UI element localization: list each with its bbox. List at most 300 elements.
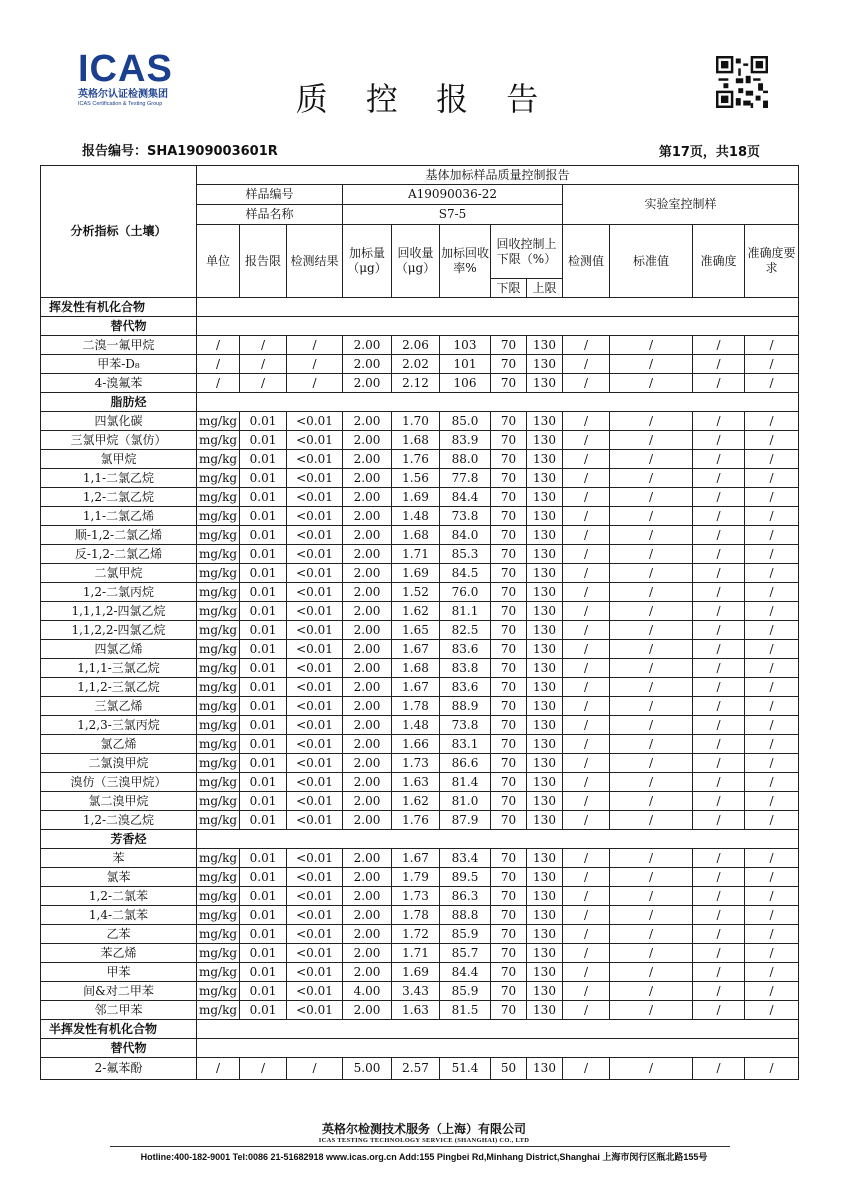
section-semivolatile: 半挥发性有机化合物: [41, 1020, 197, 1039]
lab-detect-cell: /: [563, 944, 610, 963]
lower-limit-cell: 70: [491, 963, 527, 982]
spike-cell: 2.00: [343, 545, 392, 564]
spike-cell: 2.00: [343, 678, 392, 697]
unit-cell: /: [197, 355, 240, 374]
col-limit: 报告限: [240, 225, 287, 298]
spike-cell: 2.00: [343, 716, 392, 735]
limit-cell: 0.01: [240, 716, 287, 735]
lab-accuracy-req-cell: /: [745, 507, 799, 526]
lab-standard-cell: /: [610, 602, 693, 621]
lower-limit-cell: 70: [491, 735, 527, 754]
lower-limit-cell: 70: [491, 925, 527, 944]
unit-cell: mg/kg: [197, 412, 240, 431]
quality-control-table: [40, 165, 799, 1080]
upper-limit-cell: 130: [527, 1001, 563, 1020]
lab-accuracy-req-cell: /: [745, 792, 799, 811]
lab-accuracy-req-cell: /: [745, 773, 799, 792]
lab-detect-cell: /: [563, 374, 610, 393]
recovery-cell: 1.67: [392, 640, 440, 659]
limit-cell: 0.01: [240, 545, 287, 564]
result-cell: <0.01: [287, 849, 343, 868]
unit-cell: /: [197, 374, 240, 393]
lab-accuracy-req-cell: /: [745, 982, 799, 1001]
lab-detect-cell: /: [563, 469, 610, 488]
result-cell: <0.01: [287, 488, 343, 507]
col-result: 检测结果: [287, 225, 343, 298]
lab-standard-cell: /: [610, 678, 693, 697]
limit-cell: 0.01: [240, 583, 287, 602]
lab-standard-cell: /: [610, 868, 693, 887]
spike-cell: 2.00: [343, 963, 392, 982]
unit-cell: mg/kg: [197, 431, 240, 450]
unit-cell: mg/kg: [197, 659, 240, 678]
col-lower: 下限: [491, 279, 527, 298]
result-cell: <0.01: [287, 678, 343, 697]
rate-cell: 106: [440, 374, 491, 393]
lab-detect-cell: /: [563, 412, 610, 431]
rate-cell: 87.9: [440, 811, 491, 830]
rate-cell: 81.5: [440, 1001, 491, 1020]
result-cell: <0.01: [287, 621, 343, 640]
lab-standard-cell: /: [610, 545, 693, 564]
lower-limit-cell: 70: [491, 697, 527, 716]
lab-accuracy-cell: /: [693, 906, 745, 925]
rate-cell: 88.8: [440, 906, 491, 925]
limit-cell: 0.01: [240, 412, 287, 431]
upper-limit-cell: 130: [527, 906, 563, 925]
section-row: [41, 830, 799, 849]
lab-detect-cell: /: [563, 602, 610, 621]
company-cn: 英格尔检测技术服务（上海）有限公司: [321, 1122, 526, 1136]
rate-cell: 83.6: [440, 678, 491, 697]
result-cell: <0.01: [287, 868, 343, 887]
lab-standard-cell: /: [610, 811, 693, 830]
result-cell: <0.01: [287, 944, 343, 963]
spike-cell: 2.00: [343, 564, 392, 583]
lab-detect-cell: /: [563, 450, 610, 469]
upper-limit-cell: 130: [527, 773, 563, 792]
table-row: [41, 1001, 799, 1020]
rate-cell: 103: [440, 336, 491, 355]
lab-accuracy-cell: /: [693, 526, 745, 545]
spike-cell: 2.00: [343, 868, 392, 887]
limit-cell: /: [240, 355, 287, 374]
lab-accuracy-cell: /: [693, 431, 745, 450]
sample-name: S7-5: [343, 205, 563, 225]
lab-accuracy-req-cell: /: [745, 887, 799, 906]
unit-cell: /: [197, 1058, 240, 1080]
unit-cell: mg/kg: [197, 545, 240, 564]
lab-accuracy-cell: /: [693, 355, 745, 374]
recovery-cell: 1.68: [392, 526, 440, 545]
lower-limit-cell: 70: [491, 336, 527, 355]
rate-cell: 73.8: [440, 716, 491, 735]
analyte-name: 1,2-二氯苯: [41, 887, 197, 906]
col-unit: 单位: [197, 225, 240, 298]
col-upper: 上限: [527, 279, 563, 298]
unit-cell: mg/kg: [197, 792, 240, 811]
analyte-name: 溴仿（三溴甲烷）: [41, 773, 197, 792]
analyte-name: 二溴一氟甲烷: [41, 336, 197, 355]
table-row: [41, 925, 799, 944]
lab-accuracy-cell: /: [693, 659, 745, 678]
lab-accuracy-cell: /: [693, 868, 745, 887]
analyte-name: 甲苯: [41, 963, 197, 982]
result-cell: <0.01: [287, 963, 343, 982]
table-row: [41, 735, 799, 754]
upper-limit-cell: 130: [527, 488, 563, 507]
lab-accuracy-cell: /: [693, 849, 745, 868]
analyte-name: 1,1-二氯乙烷: [41, 469, 197, 488]
lab-standard-cell: /: [610, 336, 693, 355]
recovery-cell: 2.06: [392, 336, 440, 355]
recovery-cell: 1.63: [392, 773, 440, 792]
lab-accuracy-cell: /: [693, 773, 745, 792]
analyte-name: 邻二甲苯: [41, 1001, 197, 1020]
analyte-name: 顺-1,2-二氯乙烯: [41, 526, 197, 545]
lab-detect-cell: /: [563, 336, 610, 355]
result-cell: <0.01: [287, 716, 343, 735]
unit-cell: mg/kg: [197, 963, 240, 982]
rate-cell: 83.4: [440, 849, 491, 868]
lab-accuracy-req-cell: /: [745, 469, 799, 488]
lower-limit-cell: 70: [491, 469, 527, 488]
analyte-name: 氯甲烷: [41, 450, 197, 469]
table-row: [41, 583, 799, 602]
rate-cell: 85.3: [440, 545, 491, 564]
lab-standard-cell: /: [610, 773, 693, 792]
lab-accuracy-req-cell: /: [745, 412, 799, 431]
rate-cell: 88.0: [440, 450, 491, 469]
lab-accuracy-cell: /: [693, 545, 745, 564]
unit-cell: mg/kg: [197, 1001, 240, 1020]
result-cell: <0.01: [287, 583, 343, 602]
table-row: [41, 412, 799, 431]
upper-limit-cell: 130: [527, 963, 563, 982]
result-cell: <0.01: [287, 925, 343, 944]
recovery-cell: 1.67: [392, 678, 440, 697]
analyte-name: 2-氟苯酚: [41, 1058, 197, 1080]
analyte-name: 4-溴氟苯: [41, 374, 197, 393]
lab-accuracy-cell: /: [693, 488, 745, 507]
spike-cell: 2.00: [343, 735, 392, 754]
recovery-cell: 1.76: [392, 450, 440, 469]
recovery-cell: 1.67: [392, 849, 440, 868]
lab-standard-cell: /: [610, 849, 693, 868]
recovery-cell: 1.78: [392, 697, 440, 716]
lab-standard-cell: /: [610, 621, 693, 640]
lab-standard-cell: /: [610, 355, 693, 374]
limit-cell: /: [240, 1058, 287, 1080]
blank-cell: [197, 317, 799, 336]
recovery-cell: 1.63: [392, 1001, 440, 1020]
rate-cell: 51.4: [440, 1058, 491, 1080]
lab-detect-cell: /: [563, 963, 610, 982]
lab-standard-cell: /: [610, 925, 693, 944]
rate-cell: 88.9: [440, 697, 491, 716]
lab-accuracy-cell: /: [693, 754, 745, 773]
unit-cell: mg/kg: [197, 868, 240, 887]
unit-cell: mg/kg: [197, 735, 240, 754]
report-number: 报告编号：SHA1909003601R: [82, 144, 278, 159]
spike-cell: 2.00: [343, 754, 392, 773]
lab-detect-cell: /: [563, 811, 610, 830]
section-row: [41, 298, 799, 317]
lab-accuracy-req-cell: /: [745, 526, 799, 545]
table-row: [41, 944, 799, 963]
recovery-cell: 1.76: [392, 811, 440, 830]
blank-cell: [197, 1020, 799, 1039]
table-row: [41, 773, 799, 792]
lab-accuracy-cell: /: [693, 507, 745, 526]
analyte-name: 间&对二甲苯: [41, 982, 197, 1001]
analyte-name: 三氯乙烯: [41, 697, 197, 716]
unit-cell: mg/kg: [197, 716, 240, 735]
upper-limit-cell: 130: [527, 849, 563, 868]
col-standard: 标准值: [610, 225, 693, 298]
limit-cell: 0.01: [240, 982, 287, 1001]
table-row: [41, 697, 799, 716]
spike-cell: 2.00: [343, 526, 392, 545]
result-cell: <0.01: [287, 450, 343, 469]
analyte-name: 氯二溴甲烷: [41, 792, 197, 811]
lab-accuracy-cell: /: [693, 1058, 745, 1080]
analyte-name: 苯乙烯: [41, 944, 197, 963]
spike-cell: 2.00: [343, 488, 392, 507]
lab-detect-cell: /: [563, 792, 610, 811]
blank-cell: [197, 1039, 799, 1058]
lab-standard-cell: /: [610, 412, 693, 431]
lower-limit-cell: 70: [491, 545, 527, 564]
unit-cell: mg/kg: [197, 754, 240, 773]
limit-cell: 0.01: [240, 1001, 287, 1020]
lab-accuracy-req-cell: /: [745, 697, 799, 716]
lower-limit-cell: 70: [491, 602, 527, 621]
spike-cell: 2.00: [343, 336, 392, 355]
result-cell: /: [287, 374, 343, 393]
rate-cell: 84.5: [440, 564, 491, 583]
spike-cell: 2.00: [343, 659, 392, 678]
rate-cell: 85.9: [440, 925, 491, 944]
upper-limit-cell: 130: [527, 469, 563, 488]
analyte-name: 1,1,2-三氯乙烷: [41, 678, 197, 697]
sample-name-label: 样品名称: [197, 205, 343, 225]
upper-limit-cell: 130: [527, 564, 563, 583]
lab-accuracy-req-cell: /: [745, 868, 799, 887]
upper-limit-cell: 130: [527, 602, 563, 621]
table-row: [41, 887, 799, 906]
lab-accuracy-req-cell: /: [745, 944, 799, 963]
upper-limit-cell: 130: [527, 526, 563, 545]
upper-limit-cell: 130: [527, 982, 563, 1001]
table-row: [41, 602, 799, 621]
col-rate: 加标回收率%: [440, 225, 491, 298]
limit-cell: 0.01: [240, 621, 287, 640]
unit-cell: mg/kg: [197, 944, 240, 963]
rate-cell: 83.6: [440, 640, 491, 659]
lab-accuracy-cell: /: [693, 602, 745, 621]
lab-detect-cell: /: [563, 621, 610, 640]
recovery-cell: 1.62: [392, 602, 440, 621]
analyte-name: 氯乙烯: [41, 735, 197, 754]
analyte-name: 1,1-二氯乙烯: [41, 507, 197, 526]
lab-accuracy-req-cell: /: [745, 849, 799, 868]
lab-standard-cell: /: [610, 754, 693, 773]
analyte-name: 1,2-二氯丙烷: [41, 583, 197, 602]
recovery-cell: 1.69: [392, 488, 440, 507]
recovery-cell: 1.73: [392, 754, 440, 773]
recovery-cell: 2.57: [392, 1058, 440, 1080]
rate-cell: 89.5: [440, 868, 491, 887]
section-volatile: 挥发性有机化合物: [41, 298, 197, 317]
lab-standard-cell: /: [610, 450, 693, 469]
lab-accuracy-req-cell: /: [745, 545, 799, 564]
table-row: [41, 849, 799, 868]
recovery-cell: 1.78: [392, 906, 440, 925]
unit-cell: mg/kg: [197, 849, 240, 868]
lab-detect-cell: /: [563, 925, 610, 944]
upper-limit-cell: 130: [527, 431, 563, 450]
lower-limit-cell: 70: [491, 583, 527, 602]
table-row: [41, 1058, 799, 1080]
lab-accuracy-req-cell: /: [745, 906, 799, 925]
lab-accuracy-req-cell: /: [745, 1058, 799, 1080]
table-row: [41, 716, 799, 735]
lab-standard-cell: /: [610, 659, 693, 678]
table-row: [41, 545, 799, 564]
unit-cell: mg/kg: [197, 621, 240, 640]
spike-cell: 2.00: [343, 507, 392, 526]
unit-cell: /: [197, 336, 240, 355]
spike-cell: 2.00: [343, 792, 392, 811]
upper-limit-cell: 130: [527, 925, 563, 944]
rate-cell: 83.8: [440, 659, 491, 678]
limit-cell: 0.01: [240, 469, 287, 488]
table-row: [41, 374, 799, 393]
lab-accuracy-cell: /: [693, 982, 745, 1001]
result-cell: <0.01: [287, 697, 343, 716]
lab-detect-cell: /: [563, 1058, 610, 1080]
result-cell: <0.01: [287, 526, 343, 545]
analyte-name: 四氯化碳: [41, 412, 197, 431]
lower-limit-cell: 70: [491, 678, 527, 697]
lab-accuracy-req-cell: /: [745, 621, 799, 640]
lab-accuracy-req-cell: /: [745, 336, 799, 355]
result-cell: /: [287, 336, 343, 355]
upper-limit-cell: 130: [527, 374, 563, 393]
result-cell: /: [287, 1058, 343, 1080]
recovery-cell: 1.69: [392, 963, 440, 982]
upper-limit-cell: 130: [527, 868, 563, 887]
lab-detect-cell: /: [563, 488, 610, 507]
lab-standard-cell: /: [610, 564, 693, 583]
lab-accuracy-cell: /: [693, 374, 745, 393]
rate-cell: 76.0: [440, 583, 491, 602]
upper-limit-cell: 130: [527, 944, 563, 963]
limit-cell: 0.01: [240, 507, 287, 526]
logo-cn-name: 英格尔认证检测集团: [78, 89, 168, 100]
lower-limit-cell: 70: [491, 507, 527, 526]
recovery-cell: 3.43: [392, 982, 440, 1001]
unit-cell: mg/kg: [197, 982, 240, 1001]
unit-cell: mg/kg: [197, 507, 240, 526]
limit-cell: 0.01: [240, 678, 287, 697]
lab-standard-cell: /: [610, 982, 693, 1001]
limit-cell: 0.01: [240, 773, 287, 792]
lower-limit-cell: 70: [491, 374, 527, 393]
upper-limit-cell: 130: [527, 735, 563, 754]
limit-cell: /: [240, 336, 287, 355]
spike-cell: 2.00: [343, 887, 392, 906]
lab-accuracy-cell: /: [693, 412, 745, 431]
lower-limit-cell: 70: [491, 355, 527, 374]
lab-accuracy-cell: /: [693, 1001, 745, 1020]
lab-accuracy-cell: /: [693, 735, 745, 754]
lab-detect-cell: /: [563, 906, 610, 925]
spike-cell: 2.00: [343, 849, 392, 868]
blank-cell: [197, 830, 799, 849]
upper-limit-cell: 130: [527, 754, 563, 773]
lab-detect-cell: /: [563, 887, 610, 906]
rate-cell: 81.1: [440, 602, 491, 621]
table-row: [41, 982, 799, 1001]
result-cell: <0.01: [287, 659, 343, 678]
recovery-cell: 1.69: [392, 564, 440, 583]
lab-accuracy-cell: /: [693, 678, 745, 697]
section-row: [41, 1039, 799, 1058]
lab-detect-cell: /: [563, 545, 610, 564]
analysis-label: 分析指标（土壤）: [41, 166, 197, 298]
lab-detect-cell: /: [563, 773, 610, 792]
upper-limit-cell: 130: [527, 336, 563, 355]
upper-limit-cell: 130: [527, 355, 563, 374]
lab-standard-cell: /: [610, 735, 693, 754]
recovery-cell: 2.02: [392, 355, 440, 374]
lower-limit-cell: 70: [491, 887, 527, 906]
unit-cell: mg/kg: [197, 583, 240, 602]
limit-cell: 0.01: [240, 735, 287, 754]
lab-detect-cell: /: [563, 507, 610, 526]
lab-detect-cell: /: [563, 355, 610, 374]
recovery-cell: 1.65: [392, 621, 440, 640]
limit-cell: 0.01: [240, 564, 287, 583]
lab-accuracy-cell: /: [693, 944, 745, 963]
upper-limit-cell: 130: [527, 716, 563, 735]
lab-accuracy-cell: /: [693, 564, 745, 583]
table-row: [41, 488, 799, 507]
upper-limit-cell: 130: [527, 1058, 563, 1080]
recovery-cell: 1.56: [392, 469, 440, 488]
recovery-cell: 1.62: [392, 792, 440, 811]
analyte-name: 二氯溴甲烷: [41, 754, 197, 773]
spike-cell: 2.00: [343, 469, 392, 488]
lower-limit-cell: 70: [491, 716, 527, 735]
table-row: [41, 507, 799, 526]
rate-cell: 86.6: [440, 754, 491, 773]
result-cell: <0.01: [287, 545, 343, 564]
spike-cell: 5.00: [343, 1058, 392, 1080]
page-number: 第17页，共18页: [658, 145, 760, 160]
col-control: 回收控制上下限（%）: [491, 225, 563, 279]
upper-limit-cell: 130: [527, 621, 563, 640]
result-cell: <0.01: [287, 754, 343, 773]
lab-accuracy-cell: /: [693, 583, 745, 602]
spike-cell: 2.00: [343, 602, 392, 621]
recovery-cell: 1.68: [392, 431, 440, 450]
lower-limit-cell: 70: [491, 659, 527, 678]
lab-detect-cell: /: [563, 868, 610, 887]
analyte-name: 1,2-二氯乙烷: [41, 488, 197, 507]
